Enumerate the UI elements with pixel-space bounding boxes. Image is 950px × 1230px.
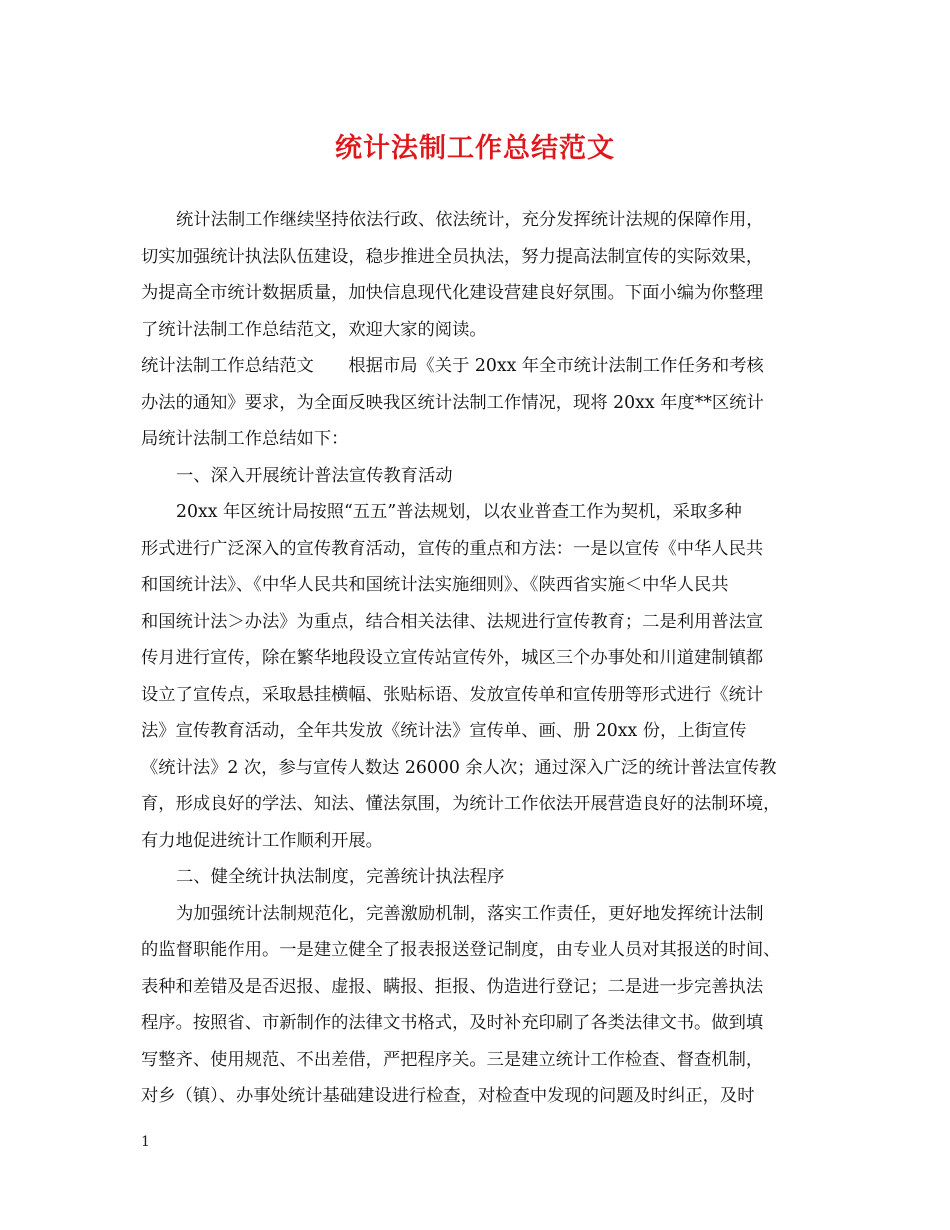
text-line: 为加强统计法制规范化，完善激励机制，落实工作责任，更好地发挥统计法制: [176, 903, 764, 924]
text-line: 统计法制工作继续坚持依法行政、依法统计，充分发挥统计法规的保障作用，: [176, 210, 764, 230]
text-line: 和国统计法》、《中华人民共和国统计法实施细则》、《陕西省实施＜中华人民共: [141, 575, 729, 595]
text-line: 和国统计法＞办法》为重点，结合相关法律、法规进行宣传教育；二是利用普法宣: [141, 611, 764, 632]
document-body: [141, 202, 831, 1115]
text-line: 写整齐、使用规范、不出差借，严把程序关。三是建立统计工作检查、督查机制，: [141, 1049, 764, 1070]
text-line: 一、深入开展统计普法宣传教育活动: [176, 465, 453, 486]
text-line: 了统计法制工作总结范文，欢迎大家的阅读。: [141, 319, 487, 340]
text-line: 《统计法》2 次，参与宣传人数达 26000 余人次；通过深入广泛的统计普法宣传教: [141, 757, 777, 778]
document-title: 统计法制工作总结范文: [335, 133, 615, 164]
text-line: 程序。按照省、市新制作的法律文书格式，及时补充印刷了各类法律文书。做到填: [141, 1013, 764, 1033]
text-line: 对乡（镇）、办事处统计基础建设进行检查，对检查中发现的问题及时纠正，及时: [141, 1086, 755, 1106]
text-line: 传月进行宣传，除在繁华地段设立宣传站宣传外，城区三个办事处和川道建制镇都: [141, 648, 764, 668]
text-line: 有力地促进统计工作顺利开展。: [141, 830, 383, 851]
text-line: 统计法制工作总结范文 根据市局《关于 20xx 年全市统计法制工作任务和考核: [141, 356, 764, 376]
text-line: 二、健全统计执法制度，完善统计执法程序: [176, 867, 505, 887]
text-line: 育，形成良好的学法、知法、懂法氛围，为统计工作依法开展营造良好的法制环境，: [141, 794, 781, 814]
page-number: 1: [141, 1134, 150, 1150]
text-line: 为提高全市统计数据质量，加快信息现代化建设营建良好氛围。下面小编为你整理: [141, 283, 764, 303]
text-line: 形式进行广泛深入的宣传教育活动，宣传的重点和方法：一是以宣传《中华人民共: [141, 538, 764, 559]
text-line: 法》宣传教育活动，全年共发放《统计法》宣传单、画、册 20xx 份，上街宣传: [141, 721, 747, 741]
text-line: 20xx 年区统计局按照“五五”普法规划，以农业普查工作为契机，采取多种: [176, 502, 742, 522]
text-line: 表种和差错及是否迟报、虚报、瞒报、拒报、伪造进行登记；二是进一步完善执法: [141, 976, 764, 997]
text-line: 设立了宣传点，采取悬挂横幅、张贴标语、发放宣传单和宣传册等形式进行《统计: [141, 684, 764, 705]
text-line: 的监督职能作用。一是建立健全了报表报送登记制度，由专业人员对其报送的时间、: [141, 940, 781, 960]
text-line: 办法的通知》要求，为全面反映我区统计法制工作情况，现将 20xx 年度**区统计: [141, 392, 764, 413]
text-line: 切实加强统计执法队伍建设，稳步推进全员执法，努力提高法制宣传的实际效果，: [141, 246, 764, 267]
text-line: 局统计法制工作总结如下：: [141, 429, 349, 449]
